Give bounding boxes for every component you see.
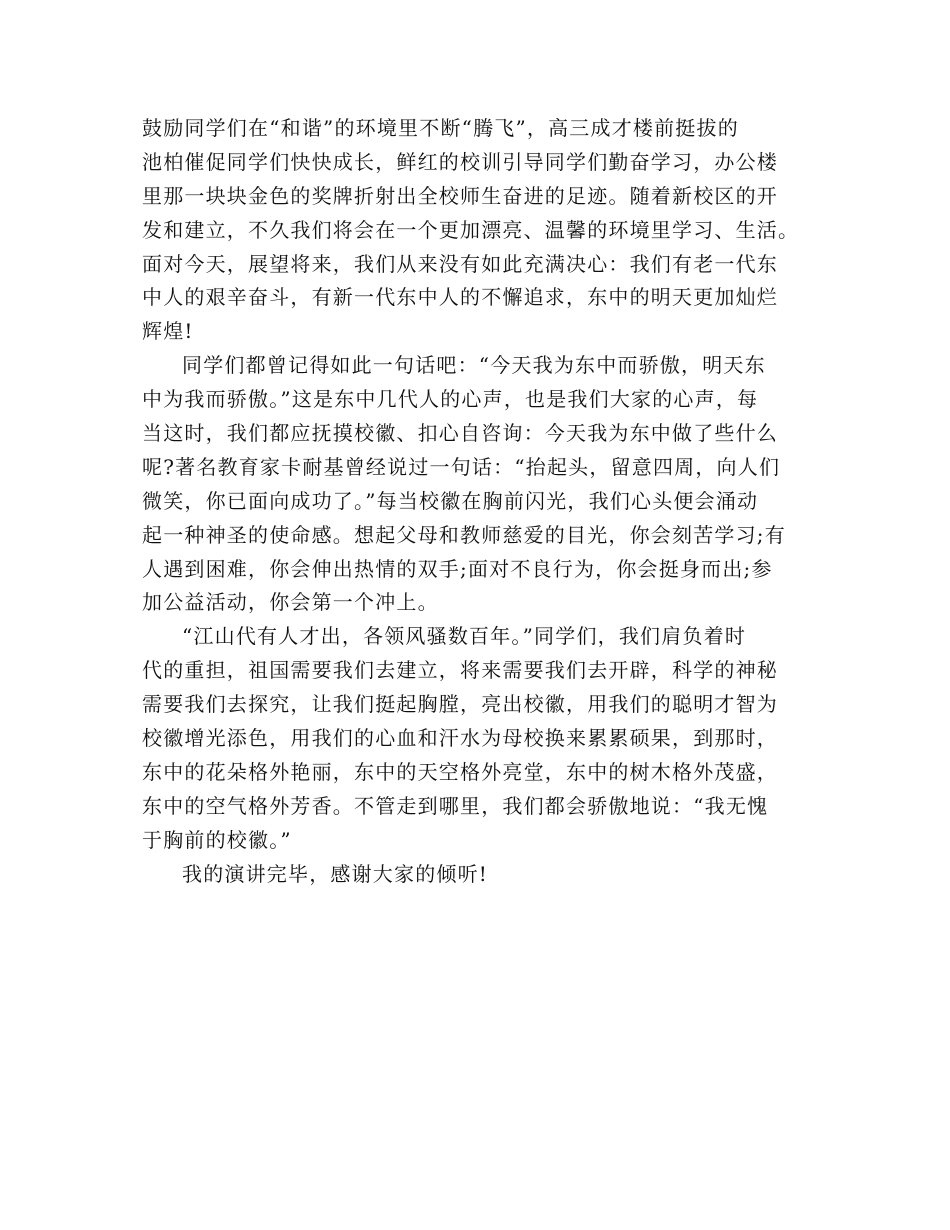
text-line: 池柏催促同学们快快成长，鲜红的校训引导同学们勤奋学习，办公楼 (142, 149, 778, 174)
text-line: 人遇到困难，你会伸出热情的双手;面对不良行为，你会挺身而出;参 (142, 556, 773, 581)
text-line: 校徽增光添色，用我们的心血和汗水为母校换来累累硕果，到那时， (142, 726, 778, 751)
document-body (142, 112, 832, 891)
text-line: 起一种神圣的使命感。想起父母和教师慈爱的目光，你会刻苦学习;有 (142, 522, 786, 547)
text-line: 里那一块块金色的奖牌折射出全校师生奋进的足迹。随着新校区的开 (142, 183, 778, 208)
text-line: 面对今天，展望将来，我们从来没有如此充满决心：我们有老一代东 (142, 251, 778, 276)
text-line: 微笑，你已面向成功了。”每当校徽在胸前闪光，我们心头便会涌动 (142, 488, 759, 513)
text-line: 东中的花朵格外艳丽，东中的天空格外亮堂，东中的树木格外茂盛， (142, 759, 778, 784)
text-line: 加公益活动，你会第一个冲上。 (142, 590, 439, 615)
paragraph-first-line: 同学们都曾记得如此一句话吧：“今天我为东中而骄傲，明天东 (182, 353, 766, 378)
text-line: 呢?著名教育家卡耐基曾经说过一句话：“抬起头，留意四周，向人们 (142, 454, 781, 479)
text-line: 中为我而骄傲。”这是东中几代人的心声，也是我们大家的心声，每 (142, 387, 759, 412)
text-line: 当这时，我们都应抚摸校徽、扣心自咨询：今天我为东中做了些什么 (142, 421, 778, 446)
text-line: 鼓励同学们在“和谐”的环境里不断“腾飞”，高三成才楼前挺拔的 (142, 116, 739, 140)
paragraph-first-line: “江山代有人才出，各领风骚数百年。”同学们，我们肩负着时 (182, 624, 747, 649)
text-line: 中人的艰辛奋斗，有新一代东中人的不懈追求，东中的明天更加灿烂 (142, 285, 778, 310)
text-line: 辉煌! (142, 319, 194, 344)
text-line: 发和建立，不久我们将会在一个更加漂亮、温馨的环境里学习、生活。 (142, 217, 800, 242)
text-line: 需要我们去探究，让我们挺起胸膛，亮出校徽，用我们的聪明才智为 (142, 692, 778, 717)
paragraph-first-line: 我的演讲完毕，感谢大家的倾听! (182, 861, 489, 886)
text-line: 代的重担，祖国需要我们去建立，将来需要我们去开辟，科学的神秘 (142, 658, 778, 683)
text-line: 东中的空气格外芳香。不管走到哪里，我们都会骄傲地说：“我无愧 (142, 793, 769, 818)
text-line: 于胸前的校徽。” (142, 827, 292, 852)
